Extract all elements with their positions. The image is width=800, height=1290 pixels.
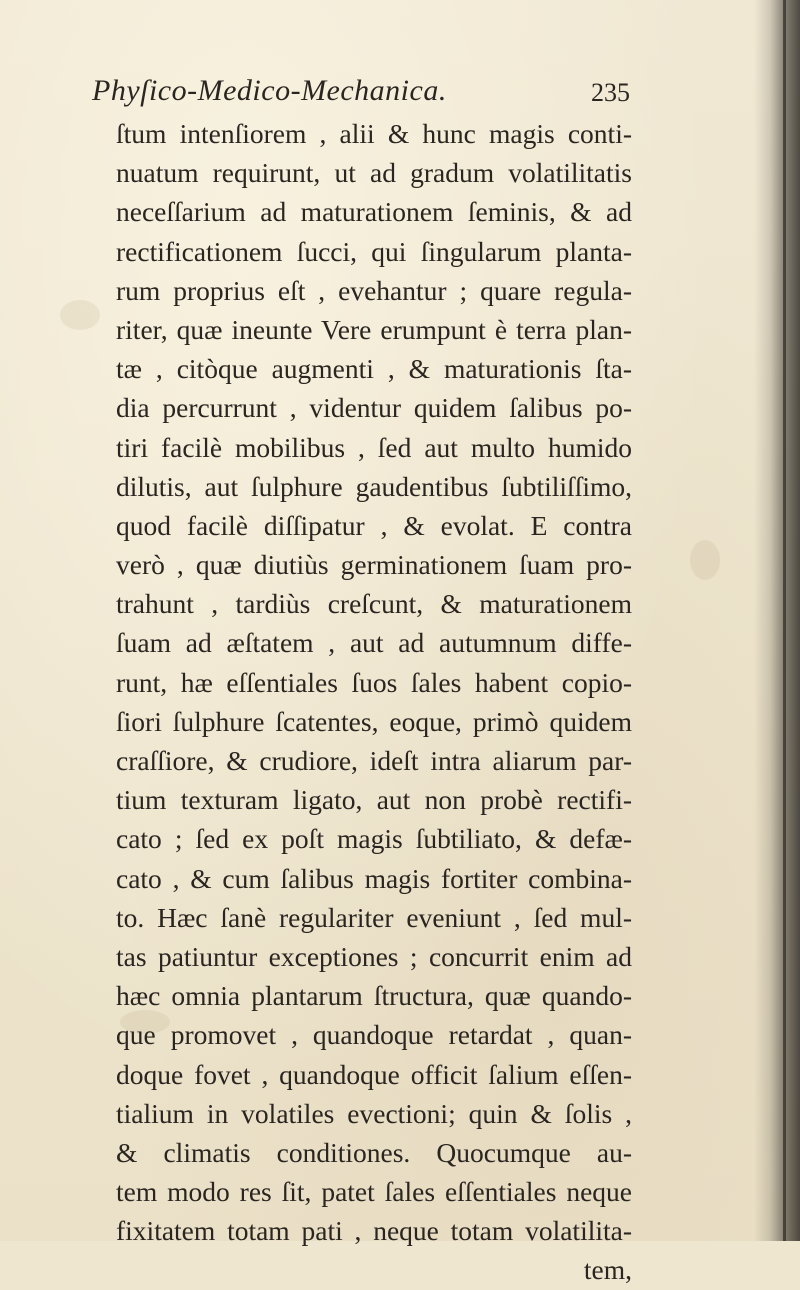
text-line: hæc omnia plantarum ſtructura, quæ quando- xyxy=(116,980,632,1012)
text-line: neceſſarium ad maturationem ſeminis, & ad xyxy=(116,196,632,228)
text-line: doque fovet , quandoque officit ſalium eſſen- xyxy=(116,1058,632,1090)
text-line: tas patiuntur exceptiones ; concurrit enim ad xyxy=(116,940,632,972)
text-line: riter, quæ ineunte Vere erumpunt è terra plan- xyxy=(116,313,632,345)
text-line: quod facilè diſſipatur , & evolat. E contra xyxy=(116,509,632,541)
text-line: cato ; ſed ex poſt magis ſubtiliato, & defæ- xyxy=(116,823,632,855)
body-text xyxy=(116,114,632,1290)
paper-stain xyxy=(690,540,720,580)
paper-stain xyxy=(60,300,100,330)
text-line: tem modo res ſit, patet ſales eſſentiales neque xyxy=(116,1176,632,1208)
text-line: tæ , citòque augmenti , & maturationis ſta- xyxy=(116,353,632,385)
text-line: dia percurrunt , videntur quidem ſalibus po- xyxy=(116,392,632,424)
catchword: tem, xyxy=(583,1254,632,1286)
text-line: cato , & cum ſalibus magis fortiter combina- xyxy=(116,862,632,894)
text-line: tium texturam ligato, aut non probè rectifi- xyxy=(116,784,632,816)
text-line: tiri facilè mobilibus , ſed aut multo humido xyxy=(116,431,632,463)
text-line: craſſiore, & crudiore, ideſt intra aliarum par- xyxy=(116,745,632,776)
text-line: rectificationem ſucci, qui ſingularum planta- xyxy=(116,235,632,267)
text-line: que promovet , quandoque retardat , quan- xyxy=(116,1019,632,1051)
text-line: ſiori ſulphure ſcatentes, eoque, primò quidem xyxy=(116,705,632,737)
text-line: nuatum requirunt, ut ad gradum volatilitatis xyxy=(116,157,632,189)
text-line: trahunt , tardiùs creſcunt, & maturationem xyxy=(116,588,632,620)
text-line: tialium in volatiles evectioni; quin & ſolis , xyxy=(116,1097,632,1129)
page-edge-line xyxy=(783,0,786,1241)
text-line: fixitatem totam pati , neque totam volatilita- xyxy=(116,1215,632,1247)
text-line: ſtum intenſiorem , alii & hunc magis conti- xyxy=(116,118,632,149)
page-number: 235 xyxy=(591,78,630,107)
text-line: ſuam ad æſtatem , aut ad autumnum diffe- xyxy=(116,627,632,659)
text-line: to. Hæc ſanè regulariter eveniunt , ſed mul- xyxy=(116,901,632,933)
text-line: runt, hæ eſſentiales ſuos ſales habent copio- xyxy=(116,666,632,698)
text-line: & climatis conditiones. Quocumque au- xyxy=(116,1136,632,1168)
text-line: verò , quæ diutiùs germinationem ſuam pro- xyxy=(116,549,632,581)
text-line: rum proprius eſt , evehantur ; quare regula- xyxy=(116,274,632,306)
running-head: Phyſico-Medico-Mechanica. xyxy=(92,74,447,107)
text-line: dilutis, aut ſulphure gaudentibus ſubtiliſſimo, xyxy=(116,470,632,502)
page-edge-shadow xyxy=(754,0,800,1241)
